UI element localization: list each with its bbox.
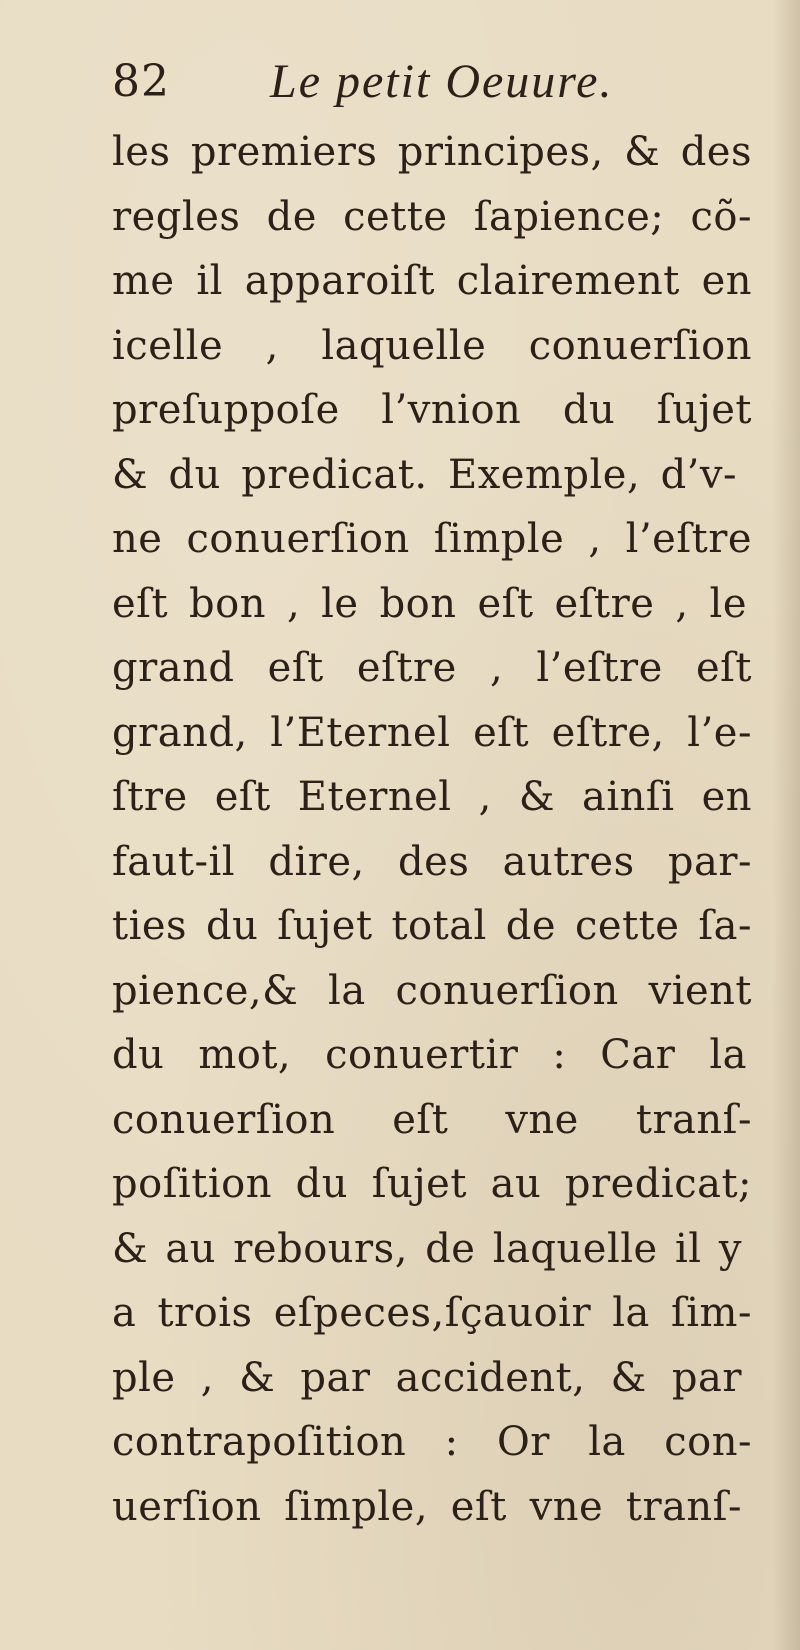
text-line: me il apparoiſt clairement en: [112, 258, 752, 304]
text-line: preſuppoſe l’vnion du ſujet: [112, 387, 752, 433]
text-line: pience,& la conuerſion vient: [112, 967, 752, 1014]
text-line: ple , & par accident, & par: [112, 1354, 742, 1401]
text-line: & du predicat. Exemple, d’v-: [112, 451, 737, 498]
text-line: a trois eſpeces,ſçauoir la ſim-: [112, 1290, 752, 1336]
text-line: contrapoſition : Or la con-: [112, 1419, 752, 1465]
text-line: ne conuerſion ſimple , l’eſtre: [112, 516, 752, 562]
text-line: uerſion ſimple, eſt vne tranſ-: [112, 1483, 742, 1530]
text-line: ties du ſujet total de cette ſa-: [112, 903, 752, 949]
text-line: regles de cette ſapience; cõ-: [112, 193, 752, 240]
text-line: les premiers principes, & des: [112, 129, 752, 175]
text-line: grand, l’Eternel eſt eſtre, l’e-: [112, 709, 752, 756]
text-line: conuerſion eſt vne tranſ-: [112, 1096, 752, 1143]
text-line: poſition du ſujet au predicat;: [112, 1161, 752, 1207]
text-line: ſtre eſt Eternel , & ainſi en: [112, 774, 752, 820]
running-title: Le petit Oeuure.: [270, 55, 614, 108]
text-line: icelle , laquelle conuerſion: [112, 322, 752, 369]
body-text: [112, 120, 752, 1539]
text-line: eſt bon , le bon eſt eſtre , le: [112, 580, 747, 627]
text-line: du mot, conuertir : Car la: [112, 1032, 747, 1078]
text-line: grand eſt eſtre , l’eſtre eſt: [112, 645, 752, 691]
text-line: & au rebours, de laquelle il y: [112, 1225, 742, 1272]
page-number: 82: [112, 56, 170, 107]
text-line: faut-il dire, des autres par-: [112, 838, 752, 885]
running-head: [112, 52, 712, 112]
